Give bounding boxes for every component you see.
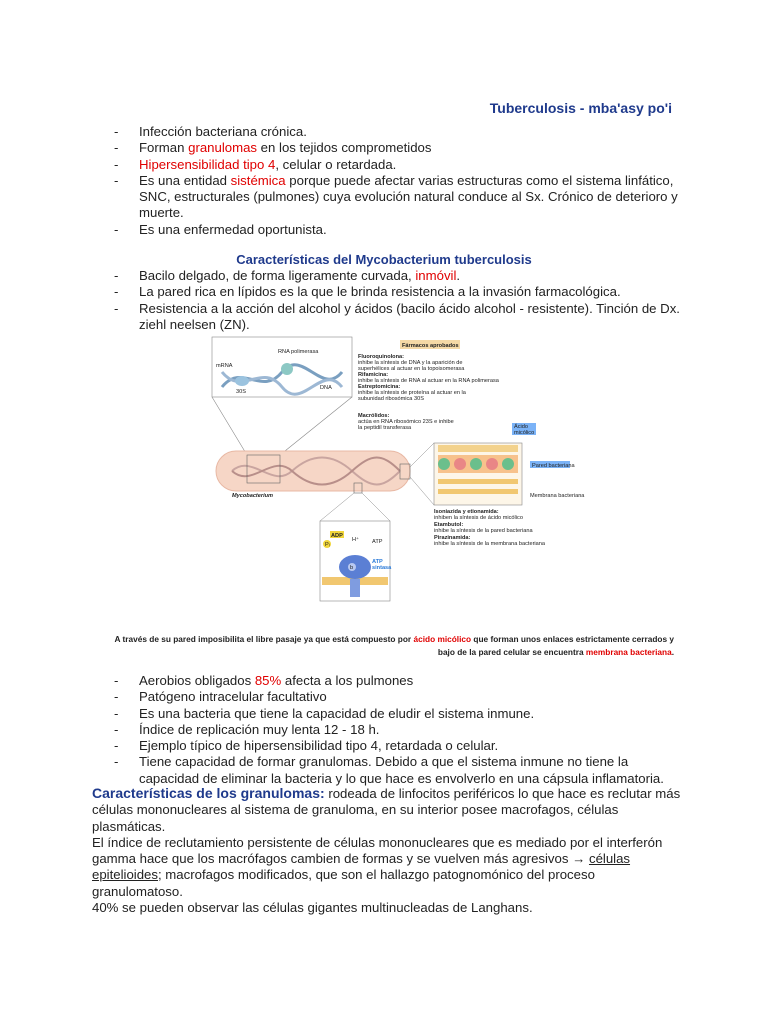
features-list: [114, 673, 684, 787]
drug-name: Fluoroquinolona:: [358, 354, 404, 360]
mycolic-acid-layer: [438, 445, 518, 452]
zoom-line: [410, 477, 434, 505]
granulomas-paragraph: Características de los granulomas: rodeada de linfocitos periféricos lo que hace es reclutar más células mononucleares al sistema de granuloma, en su interior posee macrofagos, células plasmáticas.: [92, 785, 681, 834]
granulomas-section: [92, 785, 682, 916]
wall-label: Pared bacteriana: [532, 463, 575, 469]
list-item: - Infección bacteriana crónica.: [114, 124, 684, 140]
wall-component: [502, 458, 514, 470]
figure-caption: A través de su pared imposibilita el libre pasaje ya que está compuesto por ácido micólico que forman unos enlaces estrictamente cerrados y bajo de la pared celular se encuentra membrana bacteriana.: [114, 634, 674, 657]
ribosome: [235, 376, 249, 386]
drug-desc: superhélices al actuar en la topoisomerasa: [358, 366, 465, 372]
membrane-label: Membrana bacteriana: [530, 493, 585, 499]
drug-desc: inhibe la síntesis de DNA y la aparición de: [358, 360, 463, 366]
drug-name: Rifamicina:: [358, 372, 389, 378]
page-title: Tuberculosis - mba'asy po'i: [489, 100, 672, 116]
subunit-b-label: b: [350, 565, 354, 571]
drug-desc: inhiben la síntesis de ácido micólico: [434, 515, 523, 521]
rna-pol-label: RNA polimerasa: [278, 349, 319, 355]
zoom-line: [280, 397, 352, 455]
drug-name: Etambutol:: [434, 522, 464, 528]
mycobacterium-label: Mycobacterium: [232, 493, 274, 499]
wall-component: [470, 458, 482, 470]
list-item: - Es una enfermedad oportunista.: [114, 222, 684, 238]
mycobacterium-figure: [212, 337, 585, 607]
langhans-paragraph: 40% se pueden observar las células gigantes multinucleadas de Langhans.: [92, 900, 533, 916]
membrane-layer: [438, 479, 518, 484]
drug-desc: actúa en RNA ribosómico 23S e inhibe: [358, 419, 454, 425]
drug-desc: la peptidil transferasa: [358, 425, 412, 431]
zoom-line: [212, 397, 247, 455]
drug-desc: inhibe la síntesis de la pared bacteriana: [434, 528, 533, 534]
mrna-label: mRNA: [216, 363, 233, 369]
zoom-line: [410, 443, 434, 467]
rna-polymerase: [281, 363, 293, 375]
list-item: - Resistencia a la acción del alcohol y ácidos (bacilo ácido alcohol - resistente). Tinción de Dx. ziehl neelsen (ZN).: [114, 301, 684, 334]
list-item: - Forman granulomas en los tejidos comprometidos: [114, 140, 684, 156]
list-item: - Tiene capacidad de formar granulomas. Debido a que el sistema inmune no tiene la capacidad de eliminar la bacteria y lo que hace es envolverlo en una cápsula inflamatoria.: [114, 754, 684, 787]
acid-label: micólico: [514, 430, 535, 436]
drug-name: Estreptomicina:: [358, 384, 401, 390]
atp-synthase-stalk: [350, 579, 360, 597]
hplus-label: H⁺: [352, 537, 359, 543]
membrane-layer: [438, 489, 518, 494]
list-item: - Índice de replicación muy lenta 12 - 18 h.: [114, 722, 684, 738]
drug-name: Macrólidos:: [358, 413, 390, 419]
list-item: - Ejemplo típico de hipersensibilidad tipo 4, retardada o celular.: [114, 738, 684, 754]
atp-synthase-label: sintasa: [372, 565, 392, 571]
list-item: - Patógeno intracelular facultativo: [114, 689, 684, 705]
list-item: - Es una entidad sistémica porque puede afectar varias estructuras como el sistema linfático, SNC, estructurales (pulmones) cuya evolución natural conduce al Sx. Crónico de deterioro y muerte.: [114, 173, 684, 222]
pi-label: Pᵢ: [325, 542, 330, 548]
list-item: - Bacilo delgado, de forma ligeramente curvada, inmóvil.: [114, 268, 684, 284]
list-item: - Es una bacteria que tiene la capacidad de eludir el sistema inmune.: [114, 706, 684, 722]
drug-name: Isoniazida y etionamida:: [434, 509, 499, 515]
acid-label: Ácido: [514, 424, 528, 430]
intro-list: [114, 124, 684, 238]
drug-desc: inhibe la síntesis de la membrana bacteriana: [434, 541, 546, 547]
atp-synthase-label: ATP: [372, 559, 383, 565]
list-item: - La pared rica en lípidos es la que le brinda resistencia a la invasión farmacológica.: [114, 284, 684, 300]
atp-label: ATP: [372, 539, 383, 545]
drug-box-title: Fármacos aprobados: [402, 343, 459, 349]
30s-label: 30S: [236, 389, 246, 395]
wall-component: [486, 458, 498, 470]
list-item: - Hipersensibilidad tipo 4, celular o retardada.: [114, 157, 684, 173]
list-item: - Aerobios obligados 85% afecta a los pulmones: [114, 673, 684, 689]
cell-wall-zoom: [434, 443, 522, 505]
bacterium-body: [216, 451, 410, 491]
section-title: Características del Mycobacterium tuberculosis: [236, 252, 532, 267]
zoom-line: [320, 493, 354, 521]
dna-label: DNA: [320, 385, 332, 391]
adp-label: ADP: [331, 533, 343, 539]
zoom-line: [362, 493, 390, 521]
wall-component: [454, 458, 466, 470]
drug-desc: subunidad ribosómica 30S: [358, 396, 424, 402]
drug-name: Pirazinamida:: [434, 535, 471, 541]
drug-desc: inhibe la síntesis de RNA al actuar en la RNA polimerasa: [358, 378, 499, 384]
drug-desc: inhibe la síntesis de proteína al actuar en la: [358, 390, 466, 396]
granulomas-heading: Características de los granulomas:: [92, 785, 325, 801]
interferon-paragraph: El índice de reclutamiento persistente de células mononucleares que es mediado por el interferón gamma hace que los macrófagos cambien de formas y se vuelven más agresivos → células epitelioides; macrofagos modificados, que son el hallazgo patognomónico del proceso granulomatoso.: [92, 834, 663, 899]
wall-component: [438, 458, 450, 470]
mycobacterium-list: [114, 268, 684, 333]
